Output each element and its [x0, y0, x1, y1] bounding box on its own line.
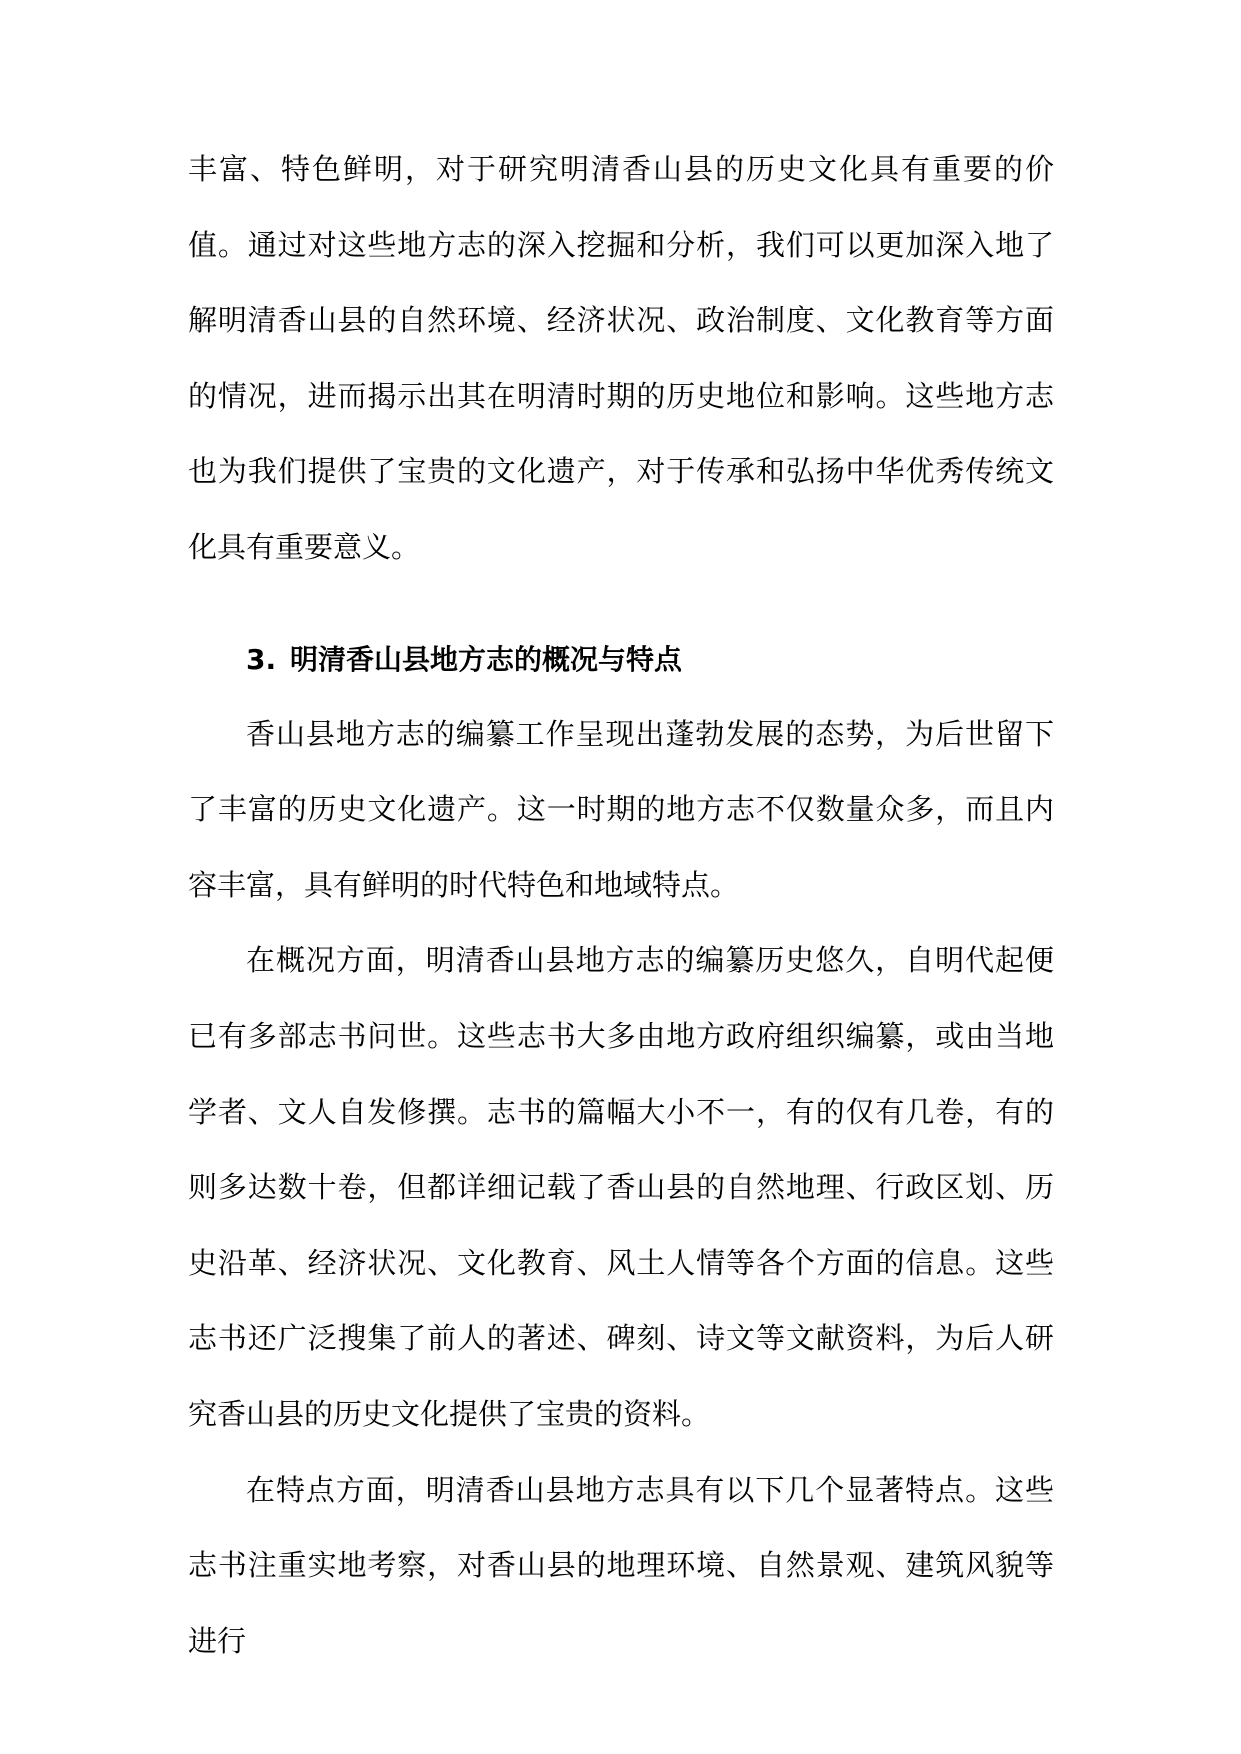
section-heading	[188, 622, 1054, 697]
body-text	[188, 132, 1054, 1679]
section-title: 明清香山县地方志的概况与特点	[290, 642, 683, 676]
section-number: 3.	[246, 642, 277, 676]
paragraph: 在特点方面，明清香山县地方志具有以下几个显著特点。这些志书注重实地考察，对香山县的地理环境、自然景观、建筑风貌等进行	[188, 1472, 1054, 1658]
paragraph: 香山县地方志的编纂工作呈现出蓬勃发展的态势，为后世留下了丰富的历史文化遗产。这一时期的地方志不仅数量众多，而且内容丰富，具有鲜明的时代特色和地域特点。	[188, 716, 1054, 902]
paragraph: 在概况方面，明清香山县地方志的编纂历史悠久，自明代起便已有多部志书问世。这些志书大多由地方政府组织编纂，或由当地学者、文人自发修撰。志书的篇幅大小不一，有的仅有几卷，有的则多达数十卷，但都详细记载了香山县的自然地理、行政区划、历史沿革、经济状况、文化教育、风土人情等各个方面的信息。这些志书还广泛搜集了前人的著述、碑刻、诗文等文献资料，为后人研究香山县的历史文化提供了宝贵的资料。	[188, 943, 1054, 1431]
paragraph-continuation: 丰富、特色鲜明，对于研究明清香山县的历史文化具有重要的价值。通过对这些地方志的深入挖掘和分析，我们可以更加深入地了解明清香山县的自然环境、经济状况、政治制度、文化教育等方面的情况，进而揭示出其在明清时期的历史地位和影响。这些地方志也为我们提供了宝贵的文化遗产，对于传承和弘扬中华优秀传统文化具有重要意义。	[188, 152, 1054, 564]
